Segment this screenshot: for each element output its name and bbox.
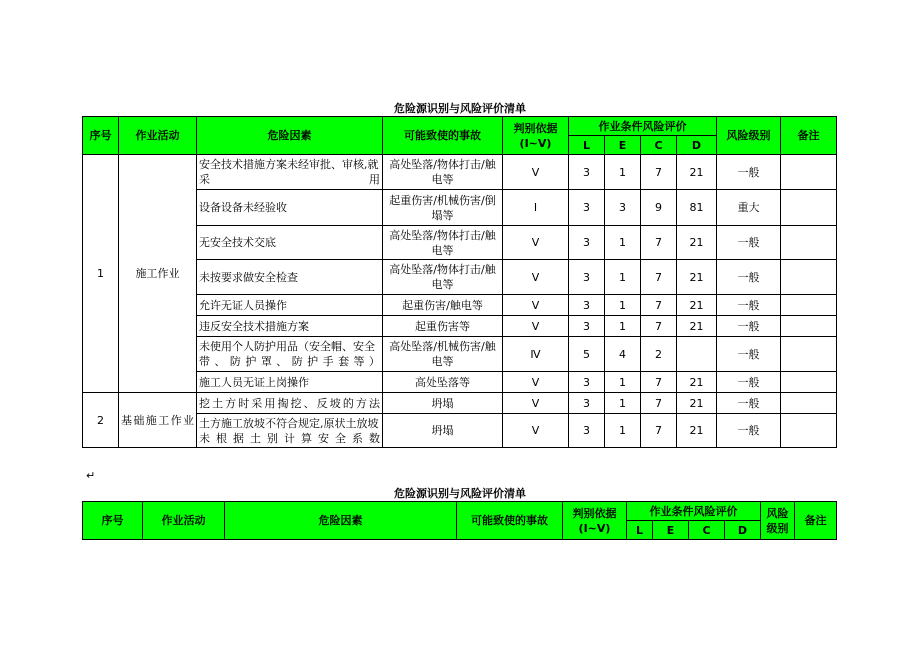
c-value: 7 — [641, 316, 677, 337]
risk-level: 一般 — [717, 226, 781, 260]
risk-level: 一般 — [717, 260, 781, 295]
basis-cell: Ⅴ — [503, 414, 569, 448]
d-value: 21 — [677, 226, 717, 260]
header2-hazard: 危险因素 — [225, 502, 457, 540]
accident-cell: 高处坠落等 — [383, 372, 503, 393]
d-value: 21 — [677, 393, 717, 414]
note-cell — [781, 337, 837, 372]
table-row — [83, 414, 837, 448]
c-value: 7 — [641, 372, 677, 393]
table-row — [83, 337, 837, 372]
table-row — [83, 190, 837, 226]
header2-level: 风险级别 — [761, 502, 795, 540]
e-value: 1 — [605, 393, 641, 414]
note-cell — [781, 155, 837, 190]
hazard-cell: 未使用个人防护用品（安全帽、安全带、防护罩、防护手套等） — [197, 337, 383, 372]
accident-cell: 坍塌 — [383, 414, 503, 448]
table-row — [83, 316, 837, 337]
header-l: L — [569, 136, 605, 155]
l-value: 3 — [569, 393, 605, 414]
header-e: E — [605, 136, 641, 155]
basis-cell: Ⅴ — [503, 372, 569, 393]
l-value: 3 — [569, 260, 605, 295]
hazard-cell: 施工人员无证上岗操作 — [197, 372, 383, 393]
l-value: 3 — [569, 414, 605, 448]
c-value: 2 — [641, 337, 677, 372]
header-seq: 序号 — [83, 117, 119, 155]
header-d: D — [677, 136, 717, 155]
header2-basis: 判别依据(Ⅰ~Ⅴ) — [563, 502, 627, 540]
note-cell — [781, 190, 837, 226]
table-row — [83, 155, 837, 190]
paragraph-mark: ↵ — [86, 469, 96, 482]
risk-assessment-table — [82, 116, 837, 448]
risk-level: 重大 — [717, 190, 781, 226]
header2-c: C — [689, 521, 725, 540]
d-value: 21 — [677, 372, 717, 393]
e-value: 1 — [605, 226, 641, 260]
basis-cell: Ⅴ — [503, 260, 569, 295]
d-value — [677, 337, 717, 372]
c-value: 7 — [641, 414, 677, 448]
hazard-cell: 违反安全技术措施方案 — [197, 316, 383, 337]
e-value: 1 — [605, 316, 641, 337]
table-title: 危险源识别与风险评价清单 — [394, 102, 526, 115]
l-value: 3 — [569, 316, 605, 337]
l-value: 3 — [569, 372, 605, 393]
table-title-2: 危险源识别与风险评价清单 — [394, 487, 526, 500]
d-value: 21 — [677, 316, 717, 337]
c-value: 7 — [641, 393, 677, 414]
header2-seq: 序号 — [83, 502, 143, 540]
note-cell — [781, 372, 837, 393]
header-level: 风险级别 — [717, 117, 781, 155]
c-value: 9 — [641, 190, 677, 226]
risk-level: 一般 — [717, 414, 781, 448]
basis-cell: Ⅴ — [503, 295, 569, 316]
group-seq: 1 — [83, 155, 119, 393]
e-value: 3 — [605, 190, 641, 226]
basis-cell: Ⅴ — [503, 393, 569, 414]
accident-cell: 高处坠落/物体打击/触电等 — [383, 226, 503, 260]
header-c: C — [641, 136, 677, 155]
hazard-cell: 设备设备未经验收 — [197, 190, 383, 226]
l-value: 5 — [569, 337, 605, 372]
header2-condition: 作业条件风险评价 — [627, 502, 761, 521]
basis-cell: Ⅳ — [503, 337, 569, 372]
d-value: 21 — [677, 155, 717, 190]
c-value: 7 — [641, 295, 677, 316]
e-value: 4 — [605, 337, 641, 372]
risk-assessment-table-header-2 — [82, 501, 837, 540]
header-accident: 可能致使的事故 — [383, 117, 503, 155]
risk-level: 一般 — [717, 295, 781, 316]
header2-d: D — [725, 521, 761, 540]
e-value: 1 — [605, 414, 641, 448]
accident-cell: 高处坠落/物体打击/触电等 — [383, 260, 503, 295]
hazard-cell: 无安全技术交底 — [197, 226, 383, 260]
c-value: 7 — [641, 155, 677, 190]
hazard-cell: 未按要求做安全检查 — [197, 260, 383, 295]
accident-cell: 高处坠落/物体打击/触电等 — [383, 155, 503, 190]
accident-cell: 起重伤害/机械伤害/倒塌等 — [383, 190, 503, 226]
basis-cell: Ⅰ — [503, 190, 569, 226]
table-row — [83, 260, 837, 295]
header2-note: 备注 — [795, 502, 837, 540]
hazard-cell: 土方施工放坡不符合规定,原状土放坡未根据土别计算安全系数 — [197, 414, 383, 448]
group-activity: 基础施工作业 — [119, 393, 197, 448]
header2-activity: 作业活动 — [143, 502, 225, 540]
e-value: 1 — [605, 155, 641, 190]
accident-cell: 起重伤害等 — [383, 316, 503, 337]
header-note: 备注 — [781, 117, 837, 155]
risk-level: 一般 — [717, 393, 781, 414]
note-cell — [781, 260, 837, 295]
e-value: 1 — [605, 260, 641, 295]
table-row — [83, 295, 837, 316]
risk-level: 一般 — [717, 337, 781, 372]
header2-l: L — [627, 521, 653, 540]
e-value: 1 — [605, 372, 641, 393]
basis-cell: Ⅴ — [503, 316, 569, 337]
table-row — [83, 393, 837, 414]
c-value: 7 — [641, 226, 677, 260]
note-cell — [781, 393, 837, 414]
risk-level: 一般 — [717, 372, 781, 393]
d-value: 81 — [677, 190, 717, 226]
l-value: 3 — [569, 226, 605, 260]
e-value: 1 — [605, 295, 641, 316]
header-activity: 作业活动 — [119, 117, 197, 155]
hazard-cell: 挖土方时采用掏挖、反坡的方法 — [197, 393, 383, 414]
header-condition: 作业条件风险评价 — [569, 117, 717, 136]
basis-cell: Ⅴ — [503, 226, 569, 260]
accident-cell: 坍塌 — [383, 393, 503, 414]
d-value: 21 — [677, 260, 717, 295]
c-value: 7 — [641, 260, 677, 295]
header-hazard: 危险因素 — [197, 117, 383, 155]
note-cell — [781, 295, 837, 316]
group-seq: 2 — [83, 393, 119, 448]
header2-accident: 可能致使的事故 — [457, 502, 563, 540]
header2-e: E — [653, 521, 689, 540]
basis-cell: Ⅴ — [503, 155, 569, 190]
l-value: 3 — [569, 190, 605, 226]
risk-level: 一般 — [717, 155, 781, 190]
risk-level: 一般 — [717, 316, 781, 337]
table-row — [83, 226, 837, 260]
l-value: 3 — [569, 155, 605, 190]
accident-cell: 起重伤害/触电等 — [383, 295, 503, 316]
table-row — [83, 372, 837, 393]
hazard-cell: 允许无证人员操作 — [197, 295, 383, 316]
l-value: 3 — [569, 295, 605, 316]
d-value: 21 — [677, 295, 717, 316]
note-cell — [781, 226, 837, 260]
accident-cell: 高处坠落/机械伤害/触电等 — [383, 337, 503, 372]
note-cell — [781, 316, 837, 337]
header-basis: 判别依据(Ⅰ~Ⅴ) — [503, 117, 569, 155]
note-cell — [781, 414, 837, 448]
group-activity: 施工作业 — [119, 155, 197, 393]
hazard-cell: 安全技术措施方案未经审批、审核,就采用 — [197, 155, 383, 190]
d-value: 21 — [677, 414, 717, 448]
